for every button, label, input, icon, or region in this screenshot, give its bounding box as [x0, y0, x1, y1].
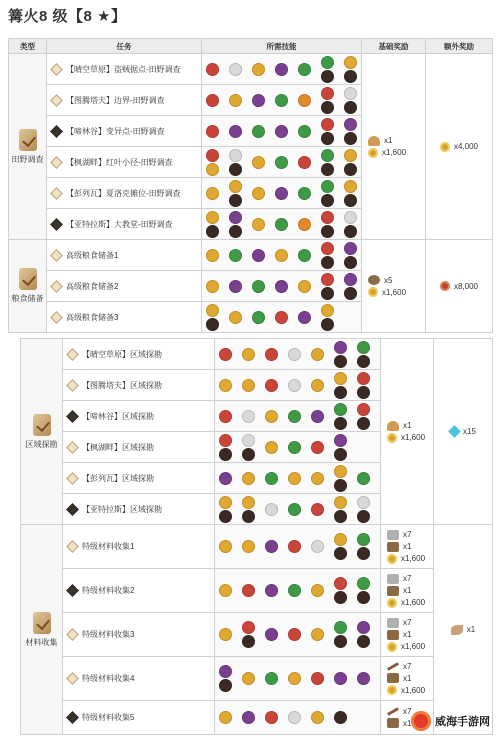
extra-reward-region — [434, 339, 493, 525]
type-field-survey: 田野调查 — [9, 54, 47, 240]
skill-icon — [298, 156, 311, 169]
diamond-icon — [50, 280, 63, 293]
cell-text: x5 — [384, 275, 393, 285]
skill-icon — [334, 577, 347, 604]
table-row — [21, 657, 493, 701]
cell-text: x1 — [466, 625, 476, 634]
skill-icon — [242, 379, 255, 392]
extra-reward-material — [434, 525, 493, 735]
skill-icon — [206, 280, 219, 293]
type-material-collection: 材料收集 — [21, 525, 63, 735]
cell-text: 特级材料收集5 — [82, 713, 135, 722]
cell-text: x1 — [403, 421, 412, 430]
skill-icon — [219, 472, 232, 485]
coin-icon — [368, 148, 378, 158]
cell-text: 【啼林谷】区域探勘 — [82, 411, 154, 421]
skill-icon — [242, 410, 255, 423]
skill-icon — [344, 87, 357, 114]
skill-icon — [252, 187, 265, 200]
cell-text: x1,600 — [401, 685, 426, 695]
diamond-icon — [66, 503, 79, 516]
skill-icon — [357, 496, 370, 523]
table-row — [21, 613, 493, 657]
cell-text: 特级材料收集2 — [82, 586, 135, 595]
skill-icon — [206, 94, 219, 107]
skill-icon — [252, 63, 265, 76]
reward-icon — [387, 586, 399, 596]
skill-icon — [298, 94, 311, 107]
skill-icon — [334, 372, 347, 399]
diamond-icon — [50, 187, 63, 200]
skill-icon — [288, 379, 301, 392]
skill-icon — [321, 304, 334, 331]
site-logo-icon — [411, 711, 431, 731]
coin-icon — [440, 142, 450, 152]
skill-icon — [321, 149, 334, 176]
skill-icon — [298, 218, 311, 231]
skill-icon — [219, 628, 232, 641]
diamond-icon — [66, 712, 79, 725]
skill-icon — [252, 94, 265, 107]
table-row — [9, 54, 493, 85]
cell-text: x7 — [403, 574, 412, 583]
skill-icon — [206, 304, 219, 331]
skill-icon — [357, 672, 370, 685]
cell-text: x1,600 — [382, 148, 407, 157]
skill-icon — [242, 472, 255, 485]
skill-icon — [311, 379, 324, 392]
cell-text: x7 — [403, 530, 412, 539]
cell-text: x1 — [403, 586, 412, 595]
skill-icon — [252, 311, 265, 324]
skill-icon — [242, 348, 255, 361]
skill-icon — [265, 379, 278, 392]
skill-icon — [357, 533, 370, 560]
skill-icon — [334, 341, 347, 368]
skill-icon — [288, 472, 301, 485]
skill-icon — [275, 156, 288, 169]
skill-icon — [288, 348, 301, 361]
skill-icon — [344, 242, 357, 269]
skill-icon — [219, 584, 232, 597]
skill-icon — [298, 63, 311, 76]
diamond-icon — [50, 218, 63, 231]
diamond-icon — [66, 585, 79, 598]
skill-icon — [344, 211, 357, 238]
cell-text: x7 — [403, 707, 412, 716]
reward-icon — [387, 685, 397, 695]
skill-icon — [288, 628, 301, 641]
skill-icon — [229, 125, 242, 138]
skill-icon — [334, 434, 347, 461]
diamond-icon — [66, 379, 79, 392]
diamond-icon — [66, 673, 79, 686]
skill-icon — [219, 711, 232, 724]
stone-icon — [387, 530, 399, 540]
skill-icon — [219, 410, 232, 423]
diamond-icon — [50, 63, 63, 76]
reward-icon — [387, 642, 397, 652]
cell-text: x7 — [403, 618, 412, 627]
skill-icon — [288, 410, 301, 423]
cell-text: 【枫湖畔】区域探勘 — [82, 442, 154, 452]
skill-icon — [334, 533, 347, 560]
diamond-icon — [66, 472, 79, 485]
skill-icon — [265, 503, 278, 516]
skill-icon — [334, 621, 347, 648]
cell-text: x4,000 — [453, 142, 479, 151]
task-table-1 — [8, 38, 493, 333]
skill-icon — [311, 472, 324, 485]
coin-icon — [387, 433, 397, 443]
skill-icon — [334, 496, 347, 523]
bread-icon — [387, 421, 399, 431]
skill-icon — [206, 63, 219, 76]
reward-icon — [387, 574, 399, 584]
skill-icon — [311, 441, 324, 454]
skill-icon — [229, 149, 242, 176]
skill-icon — [334, 403, 347, 430]
cell-text: x15 — [463, 427, 476, 436]
scroll-icon — [33, 414, 51, 436]
cell-text: x1,600 — [401, 598, 426, 607]
header-skills: 所需技能 — [202, 39, 362, 54]
skill-icon — [311, 584, 324, 597]
diamond-icon — [50, 125, 63, 138]
cell-text: x1 — [403, 630, 412, 639]
skill-icon — [265, 410, 278, 423]
skill-icon — [288, 441, 301, 454]
skill-icon — [229, 180, 242, 207]
diamond-icon — [50, 311, 63, 324]
reward-icon — [387, 707, 399, 716]
skill-icon — [206, 125, 219, 138]
skill-icon — [265, 540, 278, 553]
skill-icon — [252, 249, 265, 262]
skill-icon — [206, 149, 219, 176]
site-watermark: 威海手游网 — [411, 711, 490, 731]
skill-icon — [275, 63, 288, 76]
skill-icon — [242, 621, 255, 648]
skill-icon — [321, 211, 334, 238]
reward-icon — [387, 618, 399, 628]
skill-icon — [334, 465, 347, 492]
skill-icon — [242, 540, 255, 553]
cell-text: 【晴空草原】盗贼据点-田野调查 — [66, 64, 181, 74]
skill-icon — [275, 311, 288, 324]
cell-text: 【图腾塔夫】边界-田野调查 — [66, 95, 165, 105]
skill-icon — [275, 125, 288, 138]
diamond-icon — [66, 629, 79, 642]
cell-text: 【枫湖畔】红叶小径-田野调查 — [66, 157, 173, 167]
cell-text: 特级材料收集4 — [82, 674, 135, 683]
task-name — [47, 54, 202, 85]
cell-text: 高级粮食储备1 — [66, 250, 119, 260]
diamond-icon — [50, 156, 63, 169]
skill-icon — [229, 311, 242, 324]
cell-text: 高级粮食储备2 — [66, 281, 119, 291]
skill-icon — [229, 94, 242, 107]
skill-icon — [219, 434, 232, 461]
crystal-icon — [448, 425, 461, 438]
skill-icon — [242, 584, 255, 597]
coin-icon — [440, 281, 450, 291]
skill-icon — [219, 348, 232, 361]
skill-icon — [311, 410, 324, 423]
skill-icon — [288, 503, 301, 516]
cell-text: 【晴空草原】区域探勘 — [82, 349, 162, 359]
header-task: 任务 — [47, 39, 202, 54]
skill-icon — [265, 672, 278, 685]
skill-icon — [288, 584, 301, 597]
cell-text: x8,000 — [453, 281, 479, 291]
extra-reward-food — [426, 240, 493, 333]
skill-icon — [321, 180, 334, 207]
skill-icon — [357, 621, 370, 648]
cell-text: x1,600 — [401, 642, 426, 651]
header-type: 类型 — [9, 39, 47, 54]
cell-text: x1,600 — [382, 287, 407, 297]
branch-icon — [387, 662, 399, 671]
skill-icon — [357, 403, 370, 430]
skill-icon — [252, 218, 265, 231]
skill-icon — [344, 180, 357, 207]
bread-icon — [368, 136, 380, 146]
coin-icon — [387, 554, 397, 564]
skill-icon — [265, 441, 278, 454]
skill-icon — [229, 63, 242, 76]
wood-icon — [387, 542, 399, 552]
cell-text: 特级材料收集3 — [82, 630, 135, 639]
cell-text: 【彭列瓦】区域探勘 — [82, 473, 154, 483]
header-base-reward: 基础奖励 — [362, 39, 426, 54]
skill-icon — [265, 711, 278, 724]
skill-icon — [242, 672, 255, 685]
reward-icon — [387, 598, 397, 608]
skill-icon — [252, 156, 265, 169]
skill-icon — [288, 540, 301, 553]
diamond-icon — [66, 541, 79, 554]
skill-icon — [229, 211, 242, 238]
page-title: 篝火8 级【8 ★】 — [8, 8, 127, 25]
skill-icon — [229, 249, 242, 262]
cell-text: 【图腾塔夫】区域探勘 — [82, 380, 162, 390]
skill-icon — [311, 672, 324, 685]
base-reward-region — [381, 339, 434, 525]
skill-icon — [275, 187, 288, 200]
skill-icon — [219, 379, 232, 392]
sack-icon — [19, 268, 37, 290]
skill-icon — [275, 218, 288, 231]
skill-icon — [265, 472, 278, 485]
skill-icon — [265, 584, 278, 597]
skill-icon — [298, 249, 311, 262]
cell-text: x1,600 — [401, 433, 426, 442]
type-food-reserve: 粮食储备 — [9, 240, 47, 333]
skill-icon — [206, 211, 219, 238]
skill-icon — [206, 249, 219, 262]
skill-icon — [219, 665, 232, 692]
skill-icon — [321, 118, 334, 145]
skill-icon — [242, 496, 255, 523]
skill-icon — [298, 187, 311, 200]
skill-icon — [275, 249, 288, 262]
coin-icon — [368, 287, 378, 297]
skill-icon — [219, 540, 232, 553]
cell-text: x1 — [403, 542, 412, 551]
base-reward-material-1 — [381, 525, 434, 569]
sack-icon — [33, 612, 51, 634]
cell-text: x1 — [403, 673, 412, 683]
skill-icon — [229, 280, 242, 293]
skill-icon — [242, 711, 255, 724]
table-row — [9, 240, 493, 271]
cell-text: x1 — [384, 136, 393, 145]
cell-text: x7 — [403, 662, 412, 671]
skill-icon — [311, 628, 324, 641]
base-reward-field — [362, 54, 426, 240]
skill-icon — [252, 125, 265, 138]
task-table-2 — [20, 338, 493, 735]
skill-icon — [275, 280, 288, 293]
skill-icon — [311, 711, 324, 724]
reward-icon — [387, 673, 399, 683]
skill-icon — [298, 280, 311, 293]
extra-reward-field — [426, 54, 493, 240]
skill-icon — [219, 496, 232, 523]
cell-text: 【亚特拉斯】区域探勘 — [82, 504, 162, 514]
skill-icon — [298, 125, 311, 138]
skill-icon — [275, 94, 288, 107]
skill-icon — [344, 56, 357, 83]
table-row — [21, 525, 493, 569]
skill-icon — [242, 434, 255, 461]
diamond-icon — [50, 249, 63, 262]
table-row — [21, 569, 493, 613]
skill-icon — [344, 273, 357, 300]
skill-icon — [321, 56, 334, 83]
diamond-icon — [50, 94, 63, 107]
cell-text: 【亚特拉斯】大教堂-田野调查 — [66, 219, 173, 229]
skill-icon — [252, 280, 265, 293]
skill-icon — [357, 472, 370, 485]
diamond-icon — [66, 410, 79, 423]
diamond-icon — [66, 441, 79, 454]
type-region-exploration: 区域探勘 — [21, 339, 63, 525]
cell-text: x1,600 — [401, 554, 426, 563]
scroll-icon — [19, 129, 37, 151]
base-reward-food — [362, 240, 426, 333]
cell-text: 【彭列瓦】夏洛克摊位-田野调查 — [66, 188, 181, 198]
skill-icon — [357, 577, 370, 604]
cell-text: 特级材料收集1 — [82, 542, 135, 551]
skill-icon — [311, 503, 324, 516]
skill-icon — [321, 242, 334, 269]
fish-icon — [368, 275, 380, 285]
skill-icon — [344, 118, 357, 145]
skill-icon — [334, 672, 347, 685]
leaf-icon — [451, 625, 463, 635]
skill-icon — [265, 348, 278, 361]
table-row — [21, 339, 493, 370]
diamond-icon — [66, 348, 79, 361]
skill-icon — [357, 372, 370, 399]
skill-icon — [344, 149, 357, 176]
reward-icon — [387, 718, 399, 728]
skill-icon — [288, 711, 301, 724]
skill-icon — [357, 341, 370, 368]
skill-icon — [265, 628, 278, 641]
skill-icon — [334, 711, 347, 724]
skill-icon — [288, 672, 301, 685]
skill-icon — [321, 87, 334, 114]
skill-icon — [311, 348, 324, 361]
cell-text: x1 — [403, 718, 412, 728]
cell-text: 高级粮食储备3 — [66, 312, 119, 322]
skill-icon — [321, 273, 334, 300]
reward-icon — [387, 630, 399, 640]
cell-text: 【啼林谷】变异点-田野调查 — [66, 126, 165, 136]
skill-icon — [206, 187, 219, 200]
skill-icon — [298, 311, 311, 324]
header-extra-reward: 额外奖励 — [426, 39, 493, 54]
skill-icon — [311, 540, 324, 553]
